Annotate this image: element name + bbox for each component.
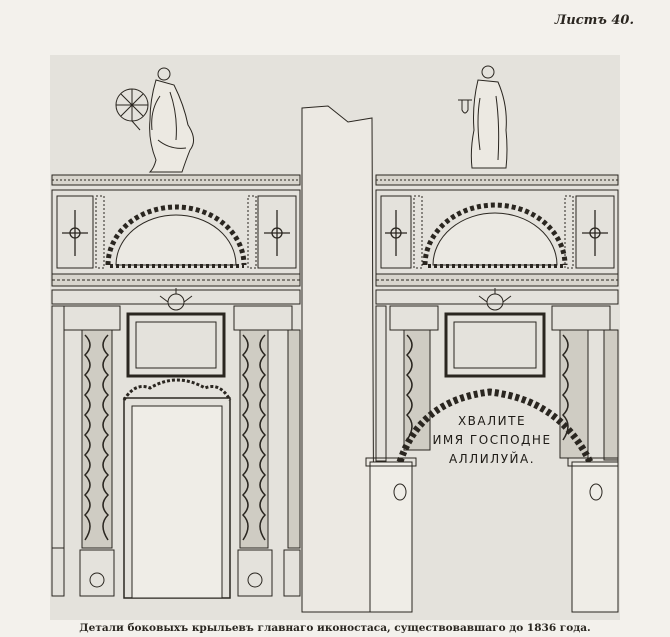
left-wing — [52, 175, 300, 598]
right-wing — [366, 175, 618, 612]
inscription-line-3: АЛЛИЛУЙА. — [448, 452, 536, 466]
sheet-label: Листъ 40. — [554, 13, 634, 28]
center-pillar — [302, 106, 374, 612]
inscription — [432, 412, 552, 469]
right-statue — [458, 66, 507, 168]
plate-caption: Детали боковыхъ крыльевъ главнаго иконостаса, существовавшаго до 1836 года. — [79, 622, 591, 634]
inscription-line-2: ИМЯ ГОСПОДНЕ — [432, 433, 552, 447]
left-statue — [116, 68, 194, 172]
inscription-line-1: ХВАЛИТЕ — [457, 414, 527, 428]
